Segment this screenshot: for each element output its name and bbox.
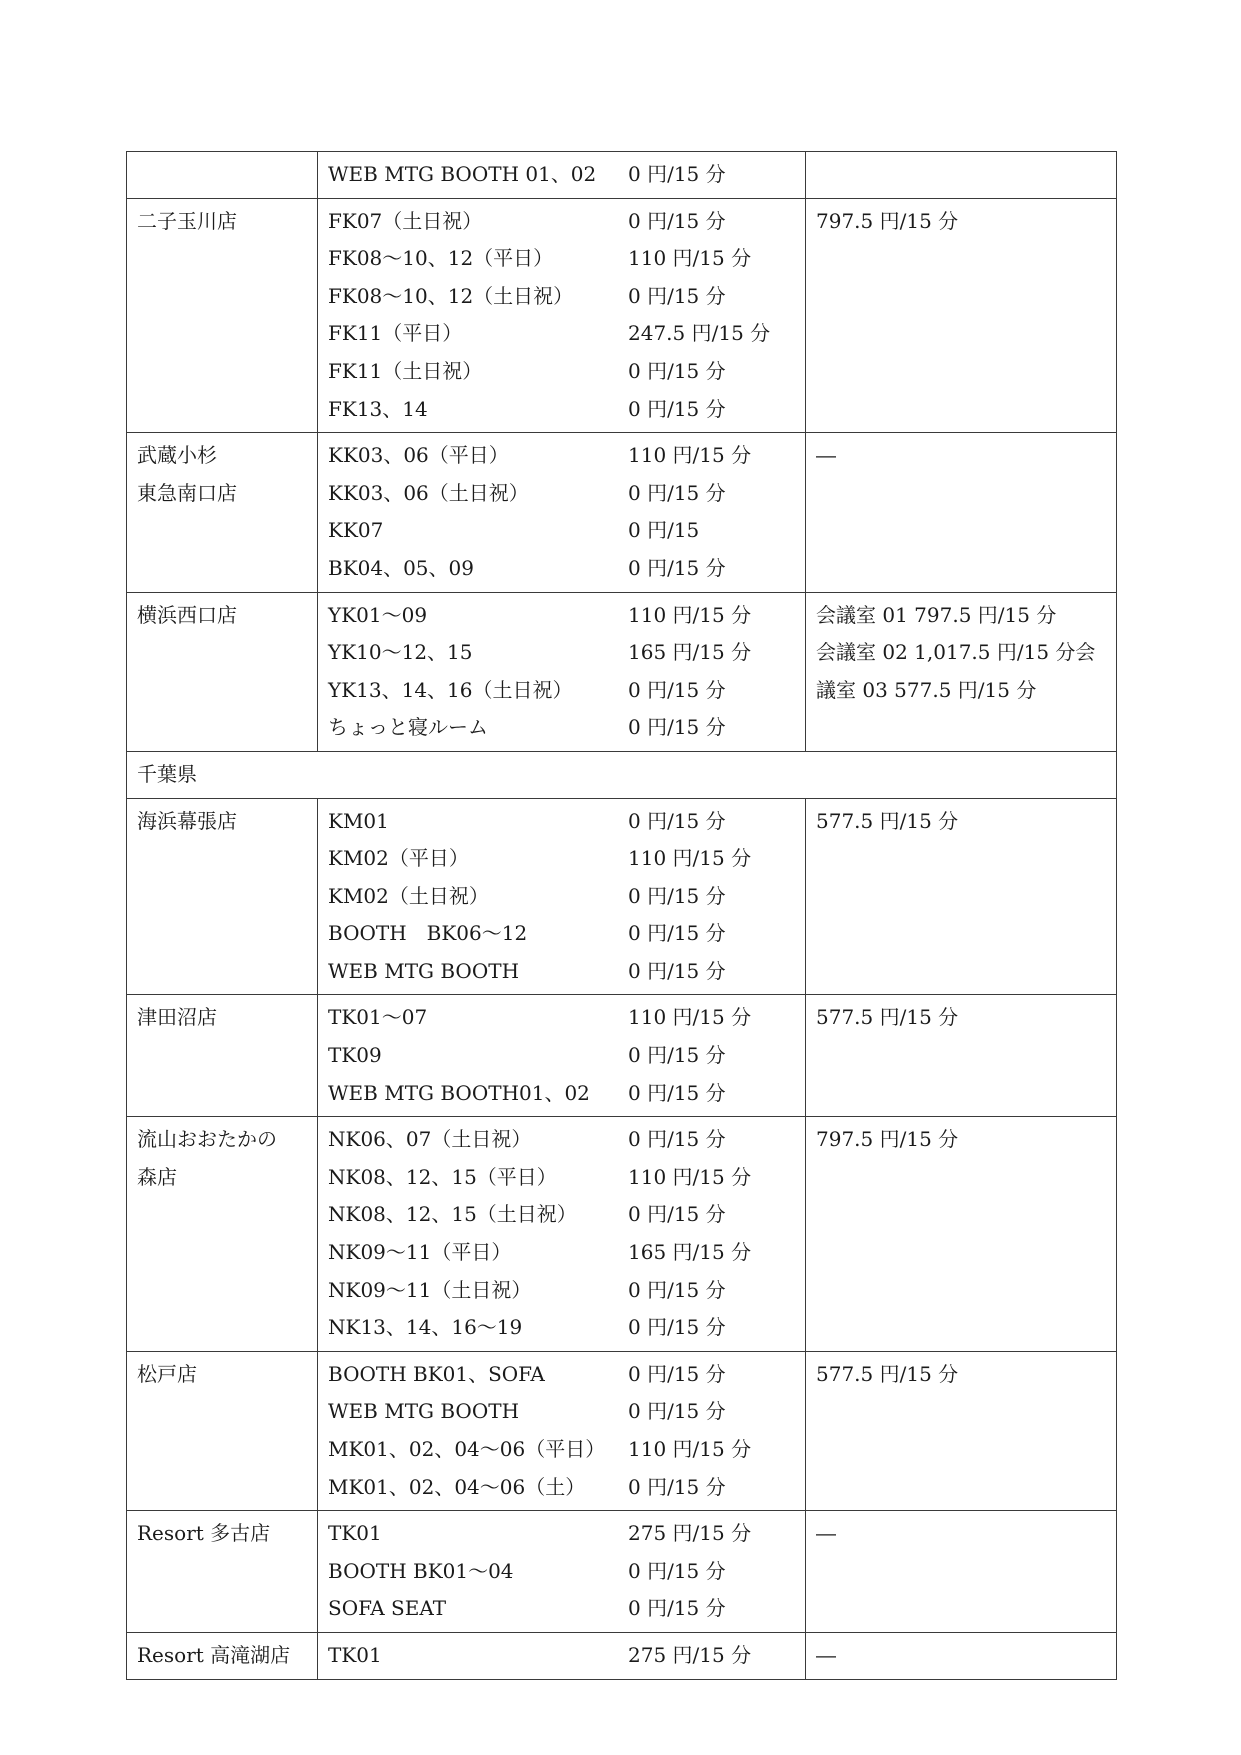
seat-cell [318,995,806,1117]
table-row [127,995,1117,1117]
seat-name: FK08～10、12（平日） [328,246,554,271]
seat-line [328,1196,795,1234]
store-cell [127,198,318,433]
seat-name: WEB MTG BOOTH [328,958,520,983]
meeting-room-price: ― [816,443,836,468]
meeting-room-cell [806,592,1117,751]
seat-name: TK01～07 [328,1005,428,1030]
seat-cell [318,1632,806,1679]
seat-line [328,315,795,353]
table-row [127,198,1117,433]
region-heading: 千葉県 [127,751,1117,798]
seat-price: 0 円/15 分 [628,1080,726,1105]
seat-price: 0 円/15 分 [628,283,726,308]
seat-name: NK06、07（土日祝） [328,1127,532,1152]
store-name: Resort 多古店 [137,1521,271,1546]
meeting-room-price: 577.5 円/15 分 [816,808,959,833]
seat-price: 0 円/15 分 [628,677,726,702]
store-cell [127,152,318,199]
seat-price: 0 円/15 分 [628,715,726,740]
seat-name: TK09 [328,1043,382,1068]
seat-cell [318,433,806,592]
seat-name: FK08～10、12（土日祝） [328,283,574,308]
seat-line [328,475,795,513]
seat-line [328,672,795,710]
store-name: 流山おおたかの [137,1127,277,1152]
seat-name: TK01 [328,1521,382,1546]
seat-price: 0 円/15 分 [628,1558,726,1583]
seat-price: 0 円/15 分 [628,1596,726,1621]
meeting-room-price: 797.5 円/15 分 [816,208,959,233]
seat-price: 0 円/15 分 [628,1399,726,1424]
seat-name: KM02（平日） [328,846,469,871]
seat-line [328,1309,795,1347]
store-name: 武蔵小杉 [137,443,217,468]
seat-line [328,1234,795,1272]
table-row [127,152,1117,199]
seat-price: 110 円/15 分 [628,443,752,468]
store-cell [127,995,318,1117]
seat-name: KK03、06（平日） [328,443,509,468]
seat-price: 0 円/15 分 [628,883,726,908]
seat-price: 247.5 円/15 分 [628,321,771,346]
seat-price: 0 円/15 分 [628,358,726,383]
store-name: 海浜幕張店 [137,808,237,833]
seat-name: TK01 [328,1642,382,1667]
seat-price: 0 円/15 [628,518,700,543]
seat-line [328,1637,795,1675]
store-name: Resort 高滝湖店 [137,1642,291,1667]
seat-line [328,240,795,278]
seat-line [328,878,795,916]
seat-cell [318,1511,806,1633]
seat-line [328,203,795,241]
seat-name: KM01 [328,808,389,833]
seat-price: 0 円/15 分 [628,921,726,946]
seat-name: FK07（土日祝） [328,208,483,233]
price-table-body [127,152,1117,1680]
seat-name: KK03、06（土日祝） [328,480,529,505]
table-row [127,1351,1117,1510]
seat-line [328,1075,795,1113]
seat-name: WEB MTG BOOTH 01、02 [328,162,597,186]
meeting-room-price: 議室 03 577.5 円/15 分 [816,677,1037,702]
seat-line [328,437,795,475]
seat-name: YK10～12、15 [328,640,473,665]
seat-name: BK04、05、09 [328,555,474,580]
seat-name: MK01、02、04～06（平日） [328,1437,606,1461]
seat-name: ちょっと寝ルーム [328,715,488,740]
seat-line [328,353,795,391]
seat-cell [318,198,806,433]
store-name: 横浜西口店 [137,602,237,627]
seat-price: 0 円/15 分 [628,808,726,833]
seat-name: BOOTH BK06～12 [328,921,528,946]
meeting-room-cell [806,1351,1117,1510]
store-cell [127,433,318,592]
seat-name: NK08、12、15（平日） [328,1164,557,1189]
table-row [127,1117,1117,1352]
seat-name: NK09～11（平日） [328,1240,512,1265]
seat-line [328,391,795,429]
store-cell [127,1511,318,1633]
region-row [127,751,1117,798]
seat-name: NK09～11（土日祝） [328,1277,532,1302]
seat-line [328,1590,795,1628]
store-name: 東急南口店 [137,480,237,505]
seat-line [328,597,795,635]
seat-price: 0 円/15 分 [628,1043,726,1068]
store-name: 二子玉川店 [137,208,237,233]
store-cell [127,1632,318,1679]
seat-line [328,840,795,878]
seat-price: 0 円/15 分 [628,1474,726,1499]
seat-price: 0 円/15 分 [628,555,726,580]
seat-name: KM02（土日祝） [328,883,489,908]
seat-price: 0 円/15 分 [628,480,726,505]
meeting-room-cell [806,198,1117,433]
seat-name: KK07 [328,518,384,543]
seat-price: 275 円/15 分 [628,1642,752,1667]
seat-name: YK13、14、16（土日祝） [328,677,573,702]
seat-name: WEB MTG BOOTH01、02 [328,1080,590,1105]
seat-name: FK11（平日） [328,321,463,346]
seat-name: SOFA SEAT [328,1596,447,1621]
seat-name: MK01、02、04～06（土） [328,1474,586,1499]
seat-line [328,1553,795,1591]
price-table [126,151,1117,1680]
meeting-room-cell [806,1511,1117,1633]
seat-cell [318,798,806,995]
meeting-room-price: ― [816,1642,836,1667]
seat-price: 0 円/15 分 [628,1315,726,1340]
table-row [127,592,1117,751]
seat-line [328,278,795,316]
seat-line [328,1356,795,1394]
seat-name: BOOTH BK01～04 [328,1558,514,1583]
seat-line [328,550,795,588]
seat-line [328,999,795,1037]
seat-line [328,634,795,672]
seat-price: 275 円/15 分 [628,1521,752,1546]
seat-price: 110 円/15 分 [628,602,752,627]
seat-price: 0 円/15 分 [628,396,726,421]
seat-line [328,1121,795,1159]
seat-cell [318,592,806,751]
table-row [127,1632,1117,1679]
meeting-room-cell [806,1117,1117,1352]
seat-price: 110 円/15 分 [628,1164,752,1189]
seat-name: WEB MTG BOOTH [328,1399,520,1424]
table-row [127,1511,1117,1633]
meeting-room-price: 会議室 02 1,017.5 円/15 分会 [816,640,1096,665]
seat-price: 110 円/15 分 [628,846,752,871]
seat-line [328,156,795,194]
seat-line [328,1272,795,1310]
seat-name: BOOTH BK01、SOFA [328,1361,545,1386]
seat-price: 0 円/15 分 [628,1202,726,1227]
store-cell [127,798,318,995]
seat-price: 165 円/15 分 [628,640,752,665]
seat-price: 0 円/15 分 [628,162,726,186]
meeting-room-cell [806,995,1117,1117]
seat-price: 0 円/15 分 [628,208,726,233]
seat-name: FK11（土日祝） [328,358,483,383]
meeting-room-price: 577.5 円/15 分 [816,1005,959,1030]
seat-price: 0 円/15 分 [628,1277,726,1302]
table-row [127,798,1117,995]
seat-price: 0 円/15 分 [628,1361,726,1386]
seat-price: 110 円/15 分 [628,246,752,271]
seat-price: 0 円/15 分 [628,1127,726,1152]
meeting-room-price: 会議室 01 797.5 円/15 分 [816,602,1057,627]
store-name: 森店 [137,1164,177,1189]
seat-line [328,915,795,953]
seat-line [328,709,795,747]
store-cell [127,592,318,751]
seat-line [328,803,795,841]
meeting-room-price: ― [816,1521,836,1546]
seat-line [328,1159,795,1197]
seat-line [328,1037,795,1075]
meeting-room-cell [806,433,1117,592]
seat-cell [318,1351,806,1510]
store-name: 松戸店 [137,1361,197,1386]
store-name: 津田沼店 [137,1005,217,1030]
meeting-room-cell [806,798,1117,995]
seat-line [328,953,795,991]
seat-cell [318,1117,806,1352]
seat-price: 0 円/15 分 [628,958,726,983]
meeting-room-price: 797.5 円/15 分 [816,1127,959,1152]
seat-line [328,1515,795,1553]
seat-line [328,1469,795,1507]
meeting-room-cell [806,152,1117,199]
seat-price: 110 円/15 分 [628,1437,752,1461]
seat-name: YK01～09 [328,602,428,627]
seat-line [328,1431,795,1469]
meeting-room-cell [806,1632,1117,1679]
seat-price: 110 円/15 分 [628,1005,752,1030]
store-cell [127,1117,318,1352]
seat-name: NK08、12、15（土日祝） [328,1202,577,1227]
store-cell [127,1351,318,1510]
seat-line [328,1393,795,1431]
seat-price: 165 円/15 分 [628,1240,752,1265]
seat-line [328,512,795,550]
seat-cell [318,152,806,199]
meeting-room-price: 577.5 円/15 分 [816,1361,959,1386]
seat-name: NK13、14、16～19 [328,1315,523,1340]
table-row [127,433,1117,592]
seat-name: FK13、14 [328,396,428,421]
